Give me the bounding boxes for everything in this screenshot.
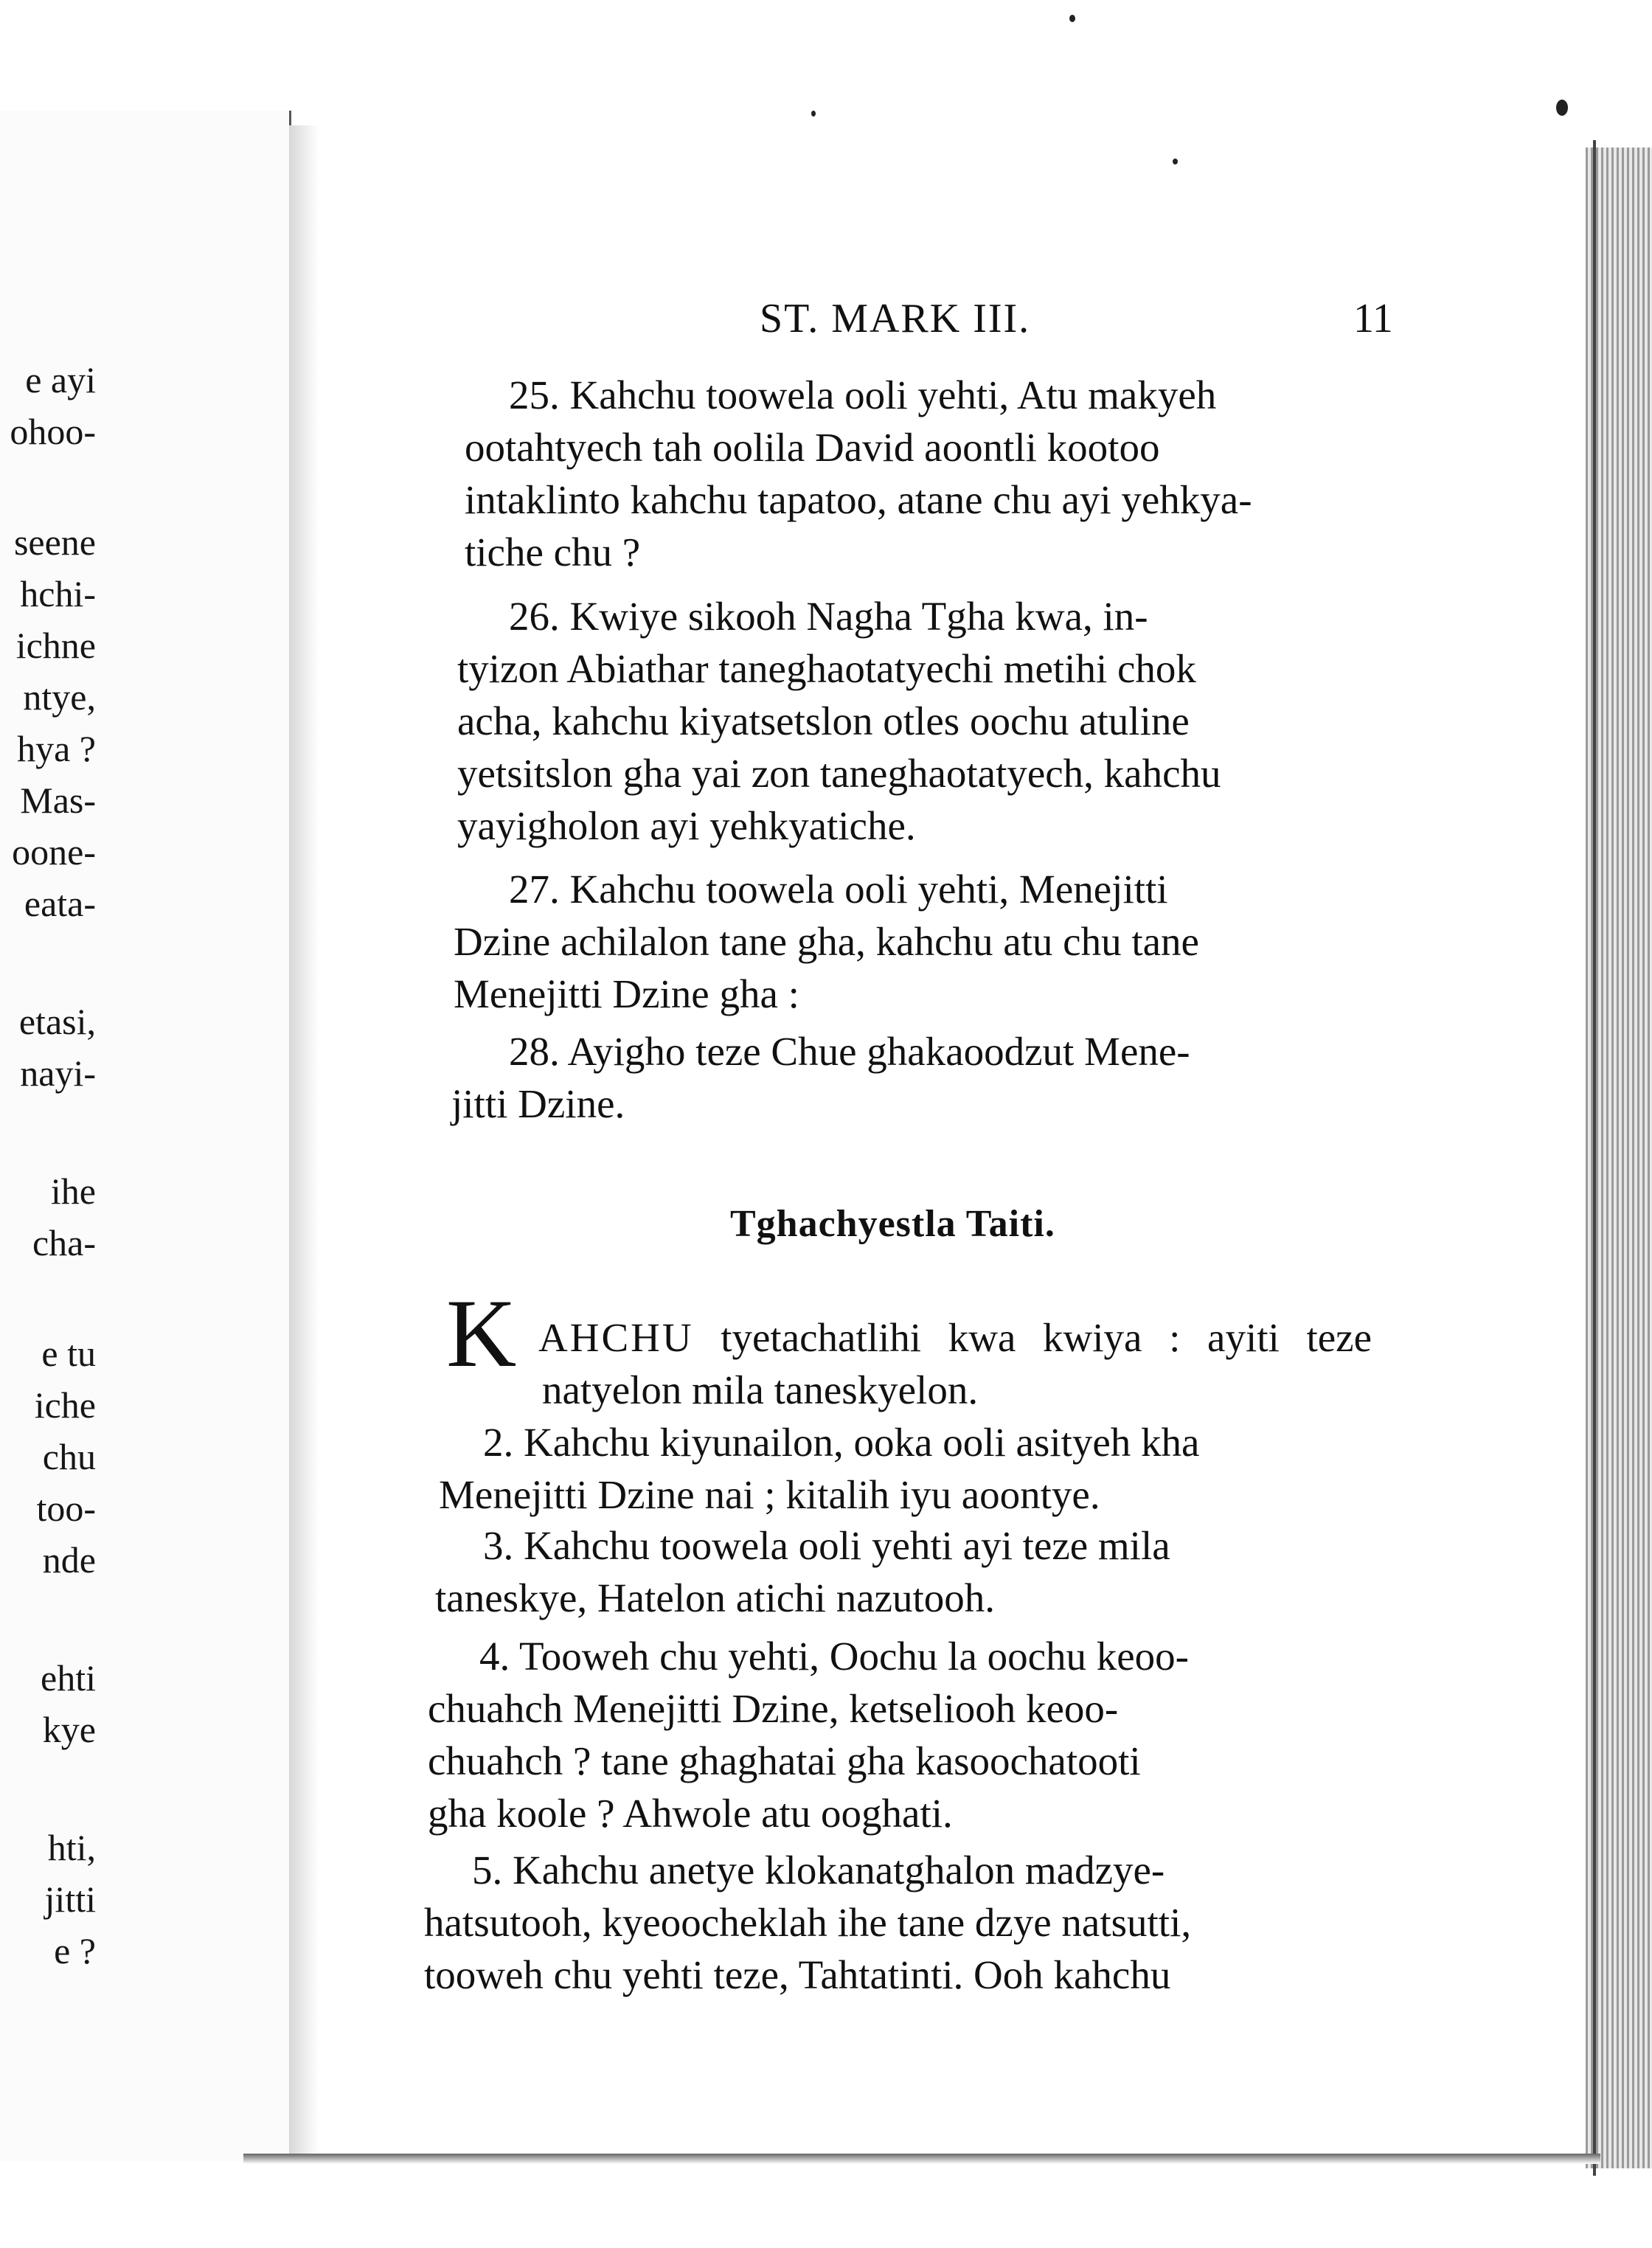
verse-line: 25. Kahchu toowela ooli yehti, Atu makyeh [509,372,1217,417]
left-fragment: hchi- [20,573,96,614]
section-title: Tghachyestla Taiti. [730,1203,1055,1245]
scan-speck [811,111,816,117]
verse-line: 3. Kahchu toowela ooli yehti ayi teze mila [483,1523,1170,1568]
verse-5 [424,1844,1361,2001]
left-fragment: hti, [47,1827,96,1868]
left-fragment: ohoo- [10,411,96,452]
left-fragment: Mas- [20,780,96,821]
book-gutter [289,125,319,2161]
left-fragment: chu [42,1436,96,1477]
page-edge-line [1593,140,1596,2176]
verse-3 [435,1519,1368,1624]
verse-line: tyizon Abiathar taneghaotatyechi metihi chok [457,646,1196,691]
left-fragment: seene [13,521,96,563]
scan-speck [1173,159,1178,164]
left-fragment: iche [34,1384,96,1426]
verse-line: Dzine achilalon tane gha, kahchu atu chu tane [454,919,1199,964]
verse-27 [454,863,1390,1020]
verse-line: chuahch ? tane ghaghatai gha kasoochatooti [428,1738,1141,1783]
verse-line: taneskye, Hatelon atichi nazutooh. [435,1575,996,1620]
left-fragment: cha- [32,1222,96,1263]
verse-line: acha, kahchu kiyatsetslon otles oochu atuline [457,698,1190,743]
left-fragment: e ayi [25,359,96,400]
left-fragment: kye [42,1709,96,1750]
drop-cap: K [446,1279,517,1387]
verse-line: chuahch Menejitti Dzine, ketseliooh keoo- [428,1686,1119,1731]
left-fragment: etasi, [18,1001,96,1042]
verse-line: intaklinto kahchu tapatoo, atane chu ayi yehkya- [465,477,1252,522]
verse-line: jitti Dzine. [451,1081,625,1126]
verse-line: tiche chu ? [465,530,641,575]
left-fragment: oone- [12,831,96,873]
left-fragment: ichne [15,625,96,666]
verse-26 [457,590,1394,852]
left-page-fragment [0,111,291,2161]
verse-line: yayigholon ayi yehkyatiche. [457,803,916,848]
left-fragment: hya ? [17,728,96,769]
left-fragment: ihe [50,1170,96,1212]
chapter-opening-line-1 [538,1311,1372,1364]
verse-line: 28. Ayigho teze Chue ghakaoodzut Mene- [509,1029,1190,1074]
bottom-shadow [243,2154,1600,2164]
chapter-opening-line-2: natyelon mila taneskyelon. [542,1367,979,1412]
verse-line: 2. Kahchu kiyunailon, ooka ooli asityeh kha [483,1420,1200,1465]
verse-25 [465,369,1401,578]
page-number: 11 [1353,296,1393,341]
left-fragment: too- [36,1488,96,1529]
verse-4 [428,1630,1364,1839]
left-fragment: jitti [44,1878,96,1920]
left-fragment: nayi- [20,1052,96,1094]
left-fragment: ntye, [23,676,96,718]
verse-line: hatsutooh, kyeoocheklah ihe tane dzye natsutti, [424,1900,1192,1945]
verse-2 [439,1416,1372,1521]
verse-line: gha koole ? Ahwole atu ooghati. [428,1791,953,1836]
left-fragment: nde [42,1539,96,1581]
verse-line: 26. Kwiye sikooh Nagha Tgha kwa, in- [509,594,1148,639]
verse-line: ootahtyech tah oolila David aoontli kootoo [465,425,1160,470]
verse-line: 27. Kahchu toowela ooli yehti, Menejitti [509,867,1168,912]
left-fragment: ehti [41,1657,96,1699]
running-header: ST. MARK III. [760,296,1031,341]
opening-line-text: tyetachatlihi kwa kwiya : ayiti teze [721,1315,1372,1360]
verse-line: Menejitti Dzine nai ; kitalih iyu aoontye. [439,1472,1100,1517]
verse-line: 5. Kahchu anetye klokanatghalon madzye- [472,1848,1165,1893]
smallcaps-word: AHCHU [538,1315,694,1360]
scan-speck [1069,15,1075,22]
left-fragment: e tu [41,1333,96,1374]
verse-line: yetsitslon gha yai zon taneghaotatyech, kahchu [457,751,1221,796]
verse-line: tooweh chu yehti teze, Tahtatinti. Ooh kahchu [424,1952,1171,1997]
scan-speck [1556,100,1568,116]
left-fragment: eata- [24,883,96,924]
verse-28 [451,1025,1381,1130]
left-fragment: e ? [54,1930,96,1971]
verse-line: Menejitti Dzine gha : [454,971,799,1016]
verse-line: 4. Tooweh chu yehti, Oochu la oochu keoo- [479,1634,1189,1679]
